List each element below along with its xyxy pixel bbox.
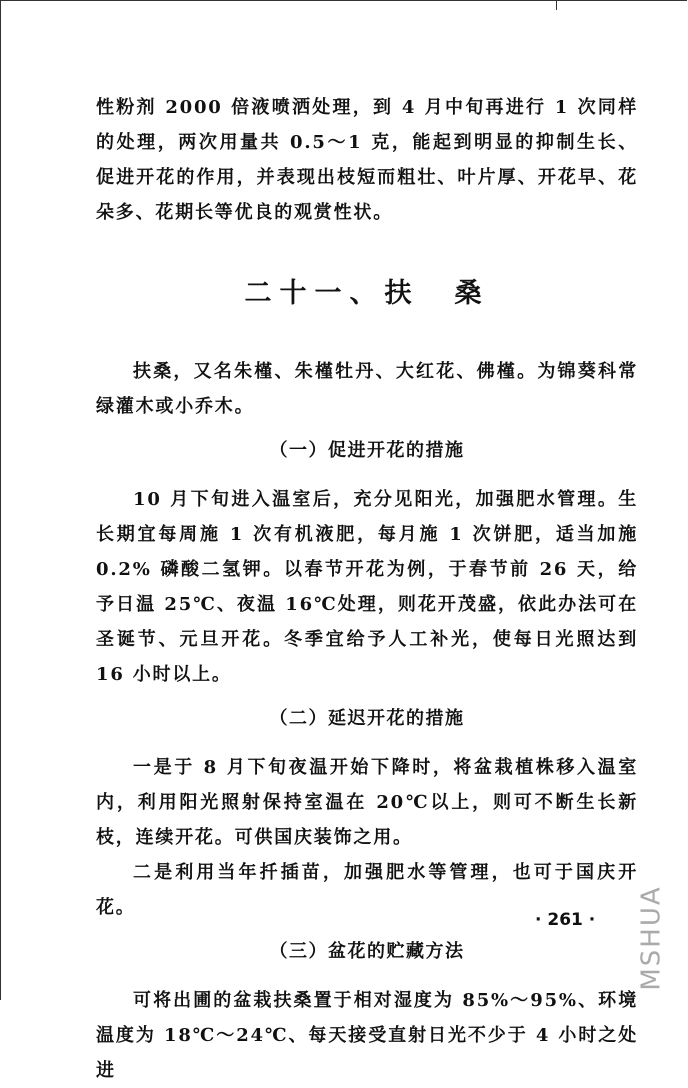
section-title-storage: （三）盆花的贮藏方法 xyxy=(269,941,465,962)
section-text-storage: 可将出圃的盆栽扶桑置于相对湿度为 85%～95%、环境温度为 18℃～24℃、每天接受直射日光不少于 4 小时之处进 xyxy=(96,990,638,1081)
intro-paragraph: 扶桑，又名朱槿、朱槿牡丹、大红花、佛槿。为锦葵科常绿灌木或小乔木。 xyxy=(96,361,638,417)
page-number: · 261 · xyxy=(535,910,596,930)
section-text-promote-flowering: 10 月下旬进入温室后，充分见阳光，加强肥水管理。生长期宜每周施 1 次有机液肥，每月施 1 次饼肥，适当加施 0.2% 磷酸二氢钾。以春节开花为例，于春节前 26 天，给予日温 25℃、夜温 16℃处理，则花开茂盛，依此办法可在圣诞节、元旦开花。冬季宜给予人工补光，使每日光照达到 16 小时以上。 xyxy=(96,489,638,685)
scan-edge-mark xyxy=(556,0,557,10)
paragraph-continued: 性粉剂 2000 倍液喷洒处理，到 4 月中旬再进行 1 次同样的处理，两次用量共 0.5～1 克，能起到明显的抑制生长、促进开花的作用，并表现出枝短而粗壮、叶片厚、开花早、花朵多、花期长等优良的观赏性状。 xyxy=(96,97,638,223)
section-text-delay-flowering-2: 二是利用当年扦插苗，加强肥水等管理，也可于国庆开花。 xyxy=(96,862,638,918)
section-title-delay-flowering: （二）延迟开花的措施 xyxy=(269,708,465,729)
watermark-text: MSHUA xyxy=(637,884,667,991)
page-content xyxy=(96,90,638,1088)
section-text-delay-flowering-1: 一是于 8 月下旬夜温开始下降时，将盆栽植株移入温室内，利用阳光照射保持室温在 20℃以上，则可不断生长新枝，连续开花。可供国庆装饰之用。 xyxy=(96,757,638,848)
section-title-promote-flowering: （一）促进开花的措施 xyxy=(269,440,465,461)
chapter-title: 二十一、扶 桑 xyxy=(244,278,490,309)
